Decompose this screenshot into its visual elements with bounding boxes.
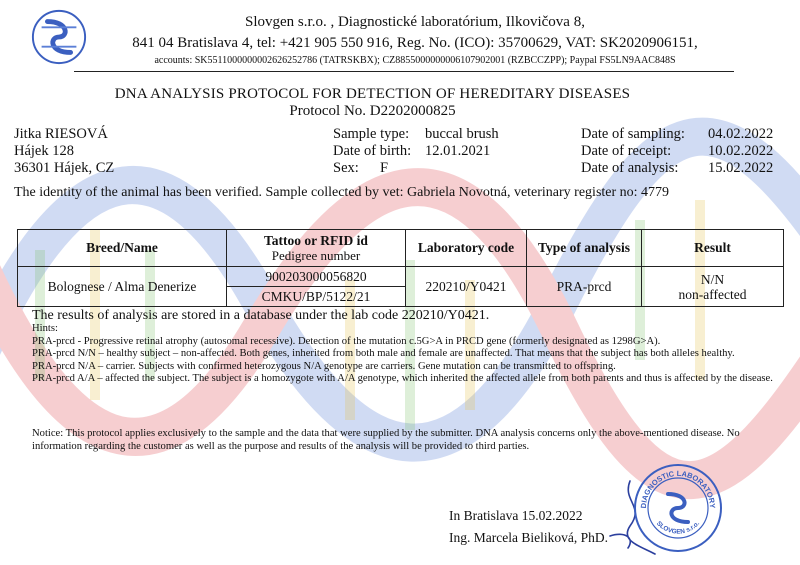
header-breed: Breed/Name — [18, 230, 227, 267]
analysis-date-label: Date of analysis: — [581, 160, 679, 176]
hint-line: PRA-prcd N/N – healthy subject – non-affected. Both genes, inherited from both male and female are unaffected. That means that the subject has both alleles healthy. — [32, 348, 735, 360]
header-divider — [74, 71, 734, 72]
header-labcode: Laboratory code — [406, 230, 527, 267]
hint-line: PRA-prcd N/A – carrier. Subjects with confirmed heterozygous N/A genotype are carriers. Gene mutation can be transmitted to offspring. — [32, 360, 616, 372]
header-tattoo — [227, 230, 406, 267]
address-line: 841 04 Bratislava 4, tel: +421 905 550 916, Reg. No. (ICO): 35700629, VAT: SK2020906151, — [132, 35, 698, 51]
company-line: Slovgen s.r.o. , Diagnostické laboratórium, Ilkovičova 8, — [245, 14, 585, 30]
header-analysis: Type of analysis — [527, 230, 642, 267]
cell-labcode: 220210/Y0421 — [406, 267, 527, 307]
slovgen-logo-icon — [30, 8, 88, 66]
analysis-date-value: 15.02.2022 — [708, 160, 774, 176]
sex-label: Sex: — [333, 160, 359, 176]
hints-block — [32, 323, 780, 386]
sex-value: F — [380, 160, 389, 176]
protocol-number: Protocol No. D2202000825 — [289, 103, 456, 119]
sampling-date-label: Date of sampling: — [581, 126, 685, 142]
hint-line: PRA-prcd - Progressive retinal atrophy (autosomal recessive). Detection of the mutation c.5G>A in PRCD gene (formerly designated as 1298G>A). — [32, 335, 661, 347]
cell-rfid: 900203000056820 — [227, 267, 406, 287]
dob-value: 12.01.2021 — [425, 143, 491, 159]
results-table — [17, 229, 784, 307]
hints-title: Hints: — [32, 323, 58, 334]
laboratory-stamp-icon — [632, 462, 724, 554]
cell-pedigree: CMKU/BP/5122/21 — [227, 287, 406, 307]
sampling-date-value: 04.02.2022 — [708, 126, 774, 142]
cell-analysis: PRA-prcd — [527, 267, 642, 307]
header-result: Result — [642, 230, 784, 267]
customer-city: 36301 Hájek, CZ — [14, 160, 115, 176]
sample-type-label: Sample type: — [333, 126, 410, 142]
table-header-row — [18, 230, 784, 267]
results-storage-note: The results of analysis are stored in a database under the lab code 220210/Y0421. — [32, 308, 490, 323]
customer-street: Hájek 128 — [14, 143, 74, 159]
header-tattoo-label: Tattoo or RFID id — [264, 233, 368, 248]
accounts-line: accounts: SK5511000000002626252786 (TATRSKBX); CZ8855000000006107902001 (RZBCCZPP); Paypal FS5LN9AAC848S — [154, 55, 676, 66]
protocol-title: DNA ANALYSIS PROTOCOL FOR DETECTION OF HEREDITARY DISEASES — [114, 86, 631, 102]
place-date: In Bratislava 15.02.2022 — [449, 508, 583, 523]
result-text: non-affected — [678, 286, 747, 302]
header-pedigree-label: Pedigree number — [271, 248, 361, 263]
stamp-bottom-text: SLOVGEN s.r.o. — [654, 520, 702, 536]
cell-result — [642, 267, 784, 307]
result-code: N/N — [700, 271, 725, 287]
identity-note: The identity of the animal has been verified. Sample collected by vet: Gabriela Novotná, veterinary register no: 4779 — [14, 185, 670, 200]
cell-breed-name: Bolognese / Alma Denerize — [18, 267, 227, 307]
dob-label: Date of birth: — [333, 143, 412, 159]
stamp-top-text: DIAGNOSTIC LABORATORY — [638, 468, 718, 509]
hint-line: PRA-prcd A/A – affected the subject. The subject is a homozygote with A/A genotype, which inherited the affected allele from both parents and thus is affected by the disease. — [32, 373, 773, 385]
receipt-date-value: 10.02.2022 — [708, 143, 774, 159]
receipt-date-label: Date of receipt: — [581, 143, 672, 159]
notice-paragraph: Notice: This protocol applies exclusively to the sample and the data that were supplied by the submitter. DNA analysis concerns only the above-mentioned disease. No information regarding the customer as well as the purpose and results of the analysis will be provided to third parties. — [32, 428, 740, 452]
sample-type-value: buccal brush — [425, 126, 499, 142]
table-row — [18, 267, 784, 287]
customer-name: Jitka RIESOVÁ — [14, 126, 108, 142]
signer-name: Ing. Marcela Bieliková, PhD. — [449, 530, 608, 545]
